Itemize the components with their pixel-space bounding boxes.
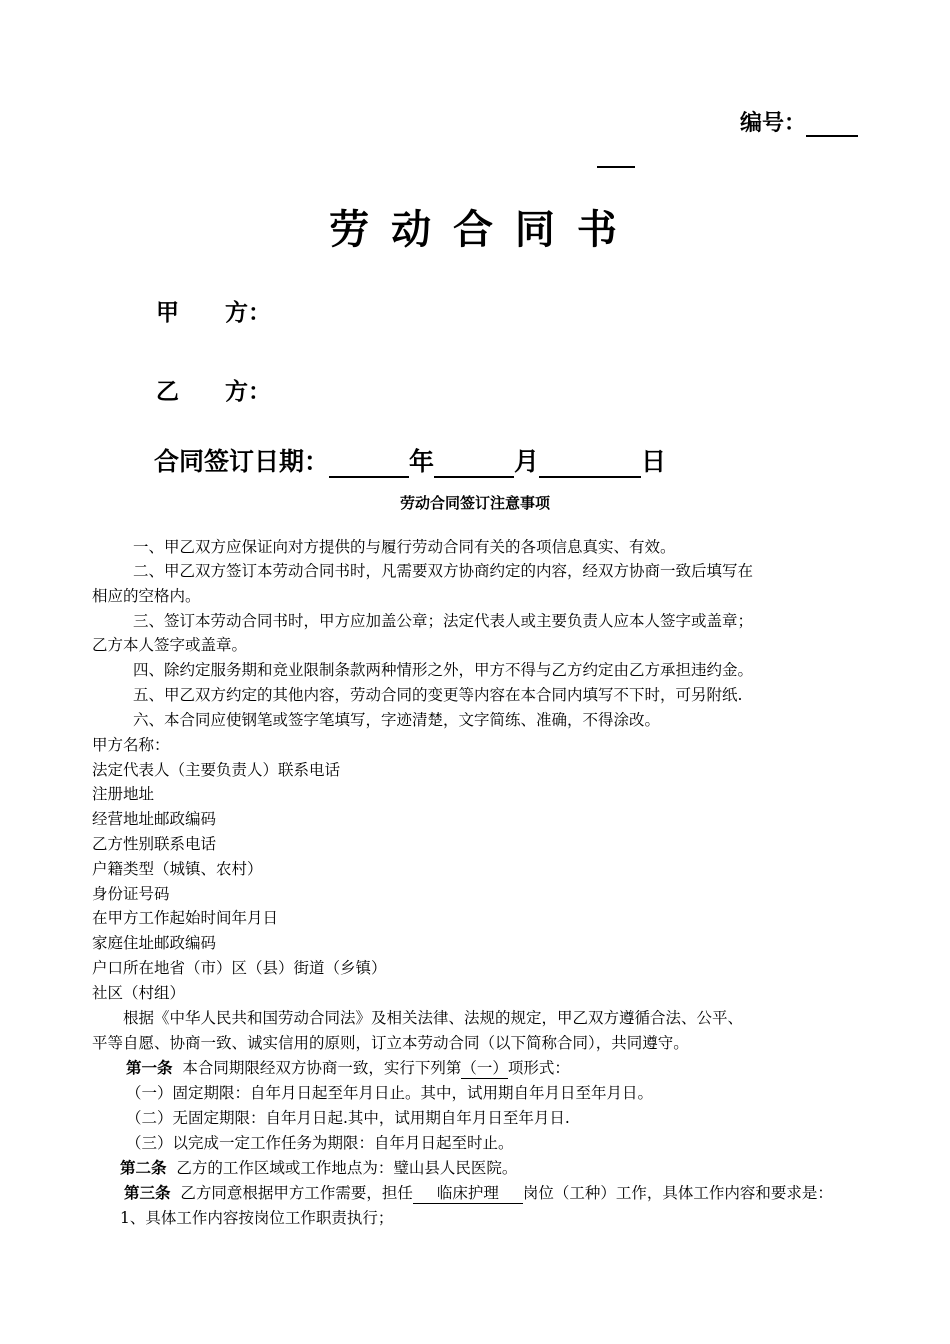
article-1 xyxy=(126,1056,570,1079)
note-item-continued: 相应的空格内。 xyxy=(92,587,201,605)
article-3-text-after: 岗位（工种）工作，具体工作内容和要求是： xyxy=(522,1184,833,1202)
field-hukou-location: 户口所在地省（市）区（县）街道（乡镇） xyxy=(92,959,387,977)
note-item: 六、本合同应使钢笔或签字笔填写，字迹清楚，文字简练、准确，不得涂改。 xyxy=(133,711,661,729)
preamble-line: 平等自愿、协商一致、诚实信用的原则，订立本劳动合同（以下简称合同），共同遵守。 xyxy=(92,1034,689,1052)
article-1-choice: （一） xyxy=(461,1056,508,1079)
field-id-number: 身份证号码 xyxy=(92,885,170,903)
field-registered-address: 注册地址 xyxy=(92,785,155,803)
article-3-position: 临床护理 xyxy=(413,1181,523,1204)
field-start-date: 在甲方工作起始时间年月日 xyxy=(92,909,279,927)
article-1-option: （二）无固定期限：自年月日起.其中，试用期自年月日至年月日. xyxy=(126,1109,570,1127)
document-title: 劳 动 合 同 书 xyxy=(329,207,621,253)
field-household-type: 户籍类型（城镇、农村） xyxy=(92,860,263,878)
month-label: 月 xyxy=(514,447,540,476)
note-item: 三、签订本劳动合同书时，甲方应加盖公章；法定代表人或主要负责人应本人签字或盖章； xyxy=(133,612,754,630)
document-number-blank xyxy=(806,113,858,137)
field-party-b-gender: 乙方性别联系电话 xyxy=(92,835,217,853)
field-home-address: 家庭住址邮政编码 xyxy=(92,934,217,952)
party-b-label: 乙 方： xyxy=(156,379,271,405)
article-1-label: 第一条 xyxy=(126,1059,173,1077)
year-label: 年 xyxy=(409,447,435,476)
preamble-line: 根据《中华人民共和国劳动合同法》及相关法律、法规的规定，甲乙双方遵循合法、公平、 xyxy=(123,1009,744,1027)
field-legal-representative: 法定代表人（主要负责人）联系电话 xyxy=(92,761,341,779)
document-number xyxy=(740,106,858,137)
article-2 xyxy=(120,1156,517,1178)
day-label: 日 xyxy=(641,447,667,476)
note-item: 四、除约定服务期和竞业限制条款两种情形之外，甲方不得与乙方约定由乙方承担违约金。 xyxy=(133,661,754,679)
note-item: 一、甲乙双方应保证向对方提供的与履行劳动合同有关的各项信息真实、有效。 xyxy=(133,538,676,556)
article-3-item: 1、具体工作内容按岗位工作职责执行； xyxy=(120,1209,394,1227)
document-number-label: 编号： xyxy=(740,111,807,136)
article-2-text: 乙方的工作区域或工作地点为：璧山县人民医院。 xyxy=(176,1159,518,1177)
sign-date-label: 合同签订日期： xyxy=(154,447,330,476)
field-party-a-name: 甲方名称： xyxy=(92,736,170,754)
year-blank xyxy=(329,452,409,478)
notes-heading: 劳动合同签订注意事项 xyxy=(399,494,550,512)
article-3 xyxy=(124,1181,833,1204)
field-community: 社区（村组） xyxy=(92,984,186,1002)
sign-date-line xyxy=(154,442,666,478)
note-item: 五、甲乙双方约定的其他内容，劳动合同的变更等内容在本合同内填写不下时，可另附纸. xyxy=(133,686,743,704)
article-2-label: 第二条 xyxy=(120,1159,167,1177)
month-blank xyxy=(434,452,514,478)
field-business-address: 经营地址邮政编码 xyxy=(92,810,217,828)
article-3-text: 乙方同意根据甲方工作需要，担任 xyxy=(180,1184,413,1202)
article-1-text-after: 项形式： xyxy=(507,1059,570,1077)
note-item: 二、甲乙双方签订本劳动合同书时，凡需要双方协商约定的内容，经双方协商一致后填写在 xyxy=(133,562,754,580)
article-1-text: 本合同期限经双方协商一致，实行下列第 xyxy=(182,1059,462,1077)
day-blank xyxy=(539,452,641,478)
party-a-label: 甲 方： xyxy=(156,300,271,326)
article-1-option: （三）以完成一定工作任务为期限：自年月日起至时止。 xyxy=(126,1134,514,1152)
note-item-continued: 乙方本人签字或盖章。 xyxy=(92,636,248,654)
article-3-label: 第三条 xyxy=(124,1184,171,1202)
document-number-blank-continued xyxy=(597,166,635,168)
article-1-option: （一）固定期限：自年月日起至年月日止。其中，试用期自年月日至年月日。 xyxy=(126,1084,654,1102)
